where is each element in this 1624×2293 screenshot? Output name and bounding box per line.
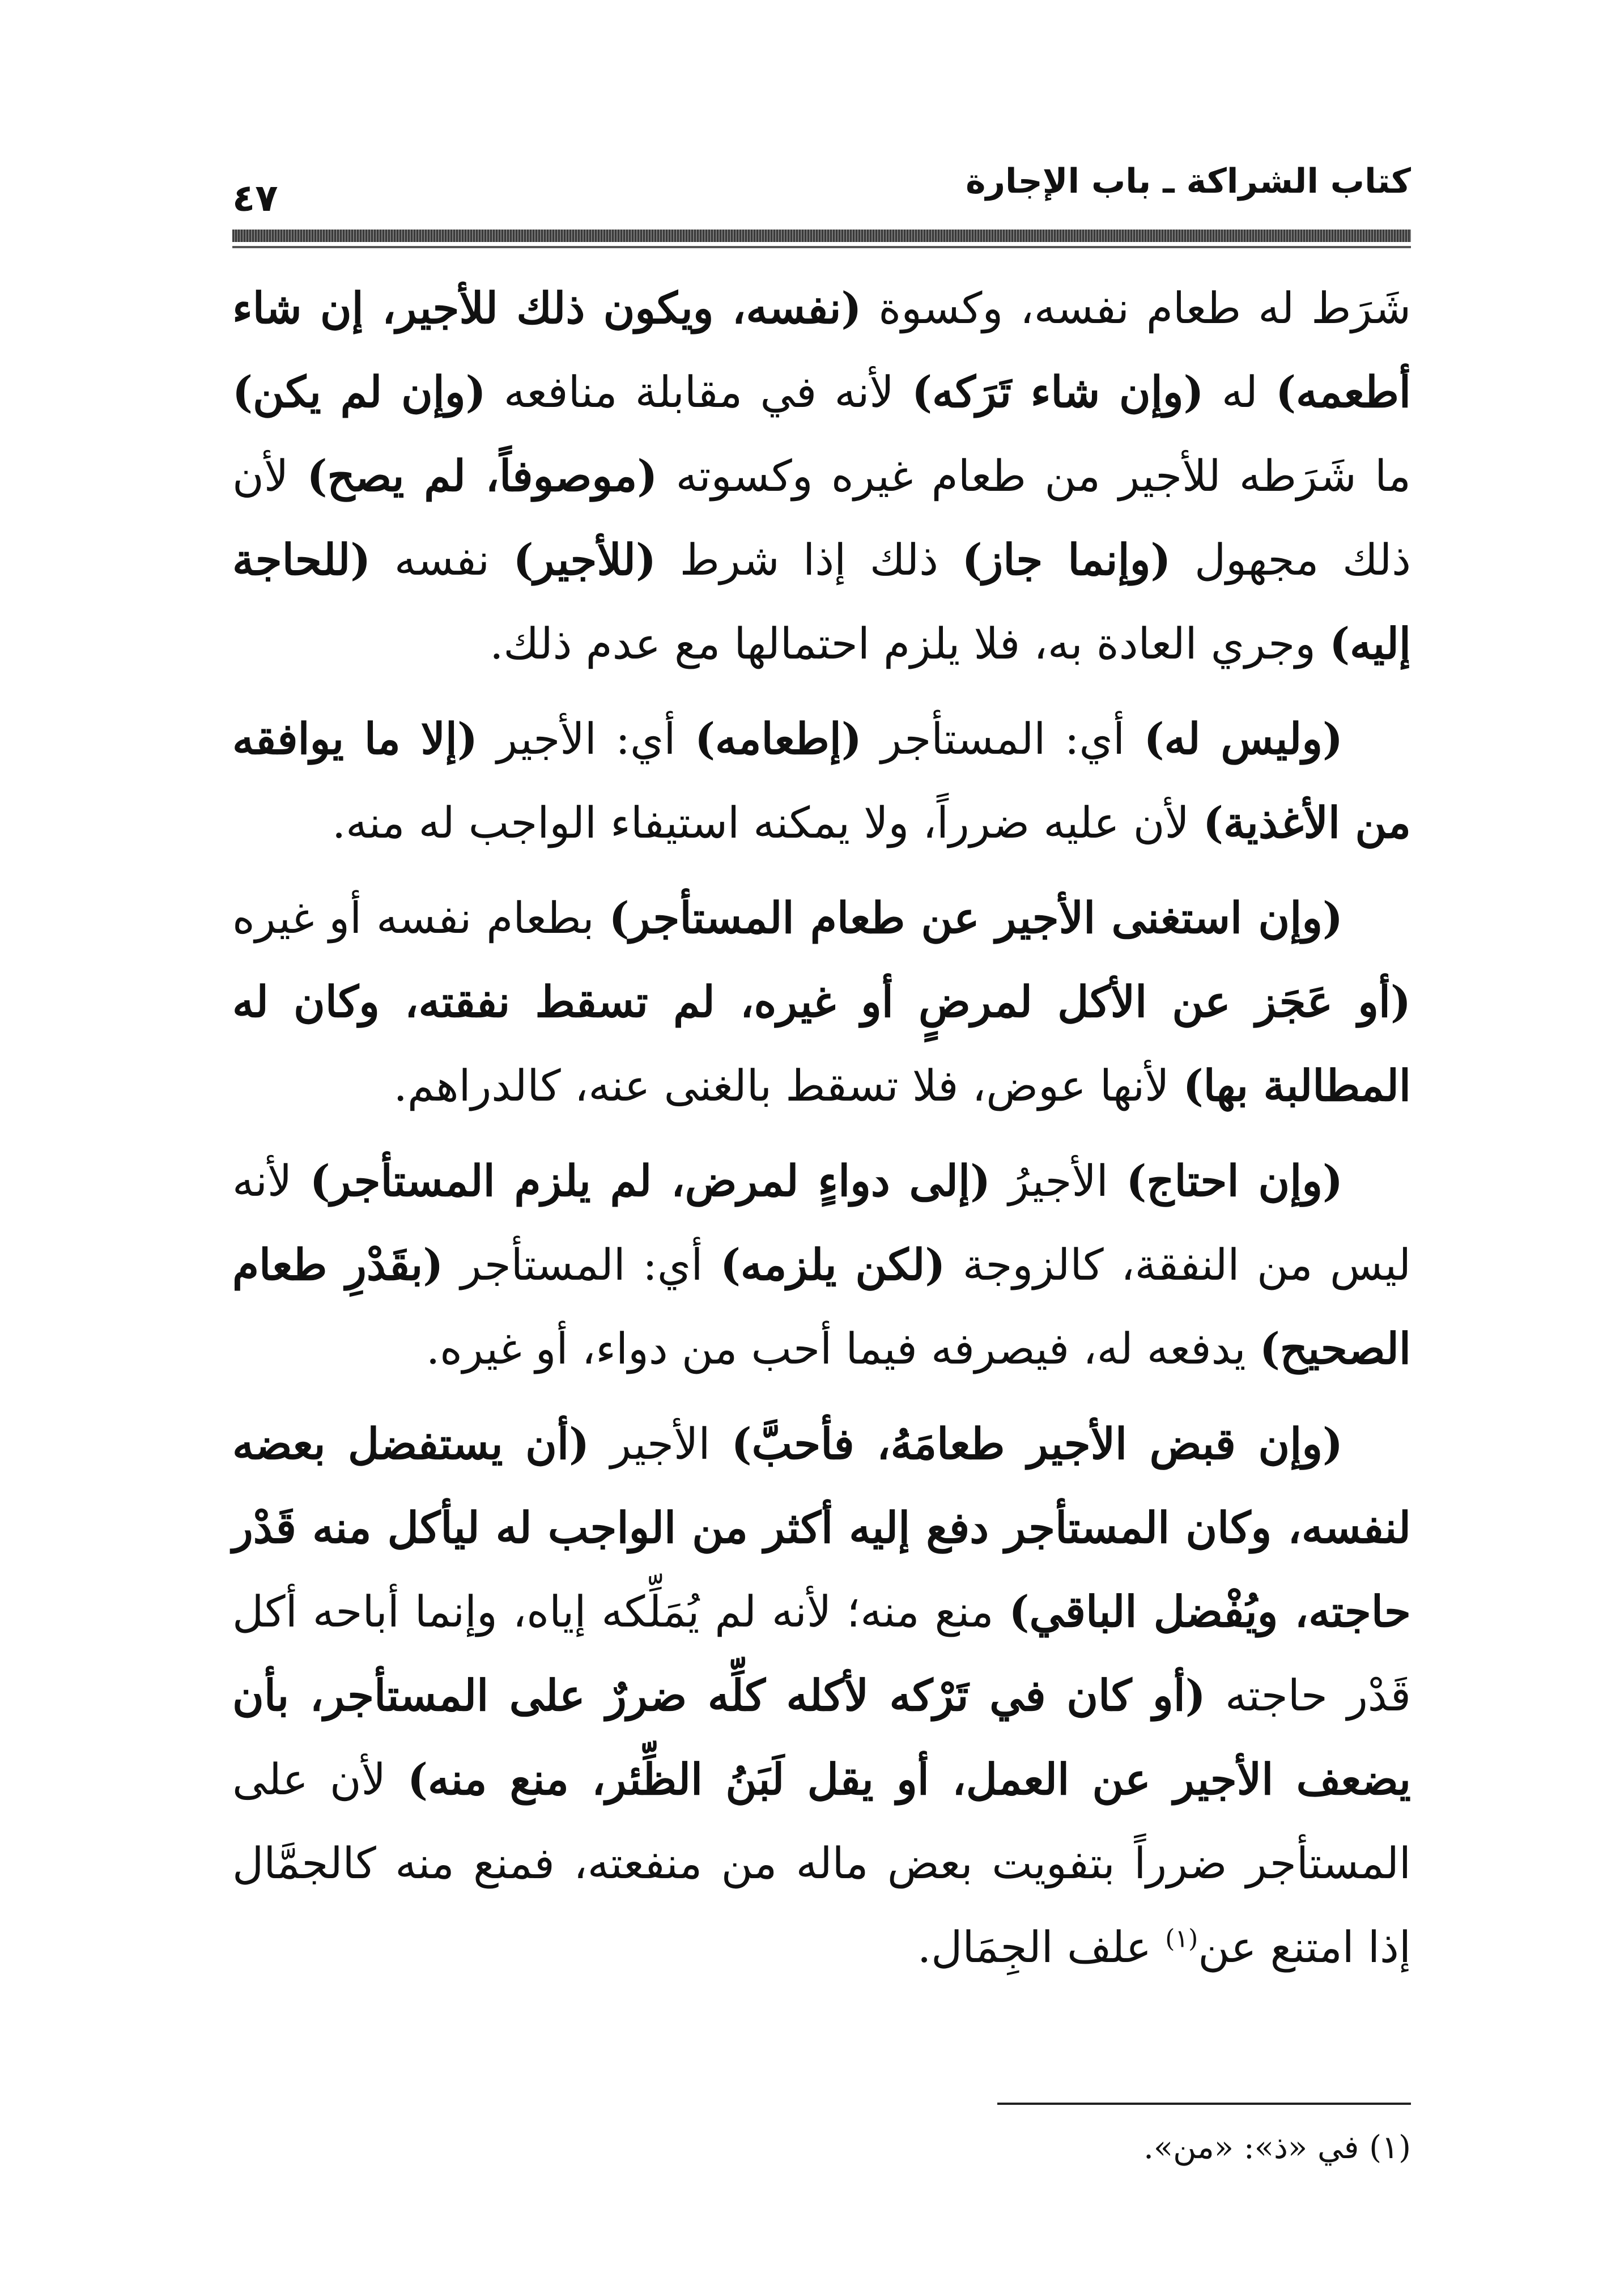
- sharh-text: له: [1204, 367, 1276, 417]
- matn-text: (وإن قبض الأجير طعامَهُ، فأحبَّ): [731, 1419, 1343, 1469]
- paragraph: [232, 1402, 1411, 1989]
- page-number: ٤٧: [232, 176, 278, 220]
- footnote-rule: [997, 2103, 1411, 2105]
- sharh-text: لأن على المستأجر ضرراً بتفويت بعض ماله من منفعته، فمنع منه كالجمَّال إذا امتنع عن: [232, 1754, 1411, 1972]
- matn-text: (وإن شاء تَرَكه): [912, 367, 1204, 417]
- matn-text: (وإن لم يكن): [232, 367, 486, 417]
- sharh-text: وجري العادة به، فلا يلزم احتمالها مع عدم ذلك.: [490, 618, 1330, 669]
- matn-text: (لكن يلزمه): [720, 1239, 946, 1290]
- matn-text: (وليس له): [1143, 714, 1343, 764]
- matn-text: (إلا ما يوافقه من الأغذية): [232, 714, 1411, 848]
- header-rule: [232, 230, 1411, 242]
- sharh-text: لأن ذلك مجهول: [232, 451, 1412, 585]
- matn-text: (موصوفاً، لم يصح): [307, 451, 658, 501]
- sharh-text: أي: المستأجر: [861, 714, 1144, 764]
- sharh-text: يدفعه له، فيصرفه فيما أحب من دواء، أو غيره.: [426, 1323, 1260, 1374]
- header-rule-thin: [232, 246, 1411, 248]
- footnote-marker: (١): [1165, 1924, 1198, 1954]
- matn-text: (أو عَجَز عن الأكل لمرضٍ أو غيره، لم تسقط نفقته، وكان له المطالبة بها): [232, 976, 1411, 1111]
- matn-text: (وإن احتاج): [1126, 1156, 1344, 1206]
- matn-text: (إلى دواءٍ لمرض، لم يلزم المستأجر): [309, 1156, 991, 1206]
- matn-text: (نفسه، ويكون ذلك للأجير، إن شاء أطعمه): [232, 283, 1412, 417]
- matn-text: (أو كان في تَرْكه لأكله كلِّه ضررٌ على المستأجر، بأن يضعف الأجير عن العمل، أو يقل لَبَنُ الظِّئر، منع منه): [232, 1670, 1412, 1804]
- matn-text: (وإن استغنى الأجير عن طعام المستأجر): [609, 893, 1343, 943]
- sharh-text: لأنه في مقابلة منافعه: [486, 367, 912, 417]
- sharh-text: أي: المستأجر: [443, 1239, 720, 1290]
- page-header: [232, 153, 1411, 227]
- sharh-text: لأنها عوض، فلا تسقط بالغنى عنه، كالدراهم.: [393, 1060, 1183, 1111]
- footnote: (١) في «ذ»: «من».: [1143, 2129, 1411, 2166]
- sharh-text: لأن عليه ضرراً، ولا يمكنه استيفاء الواجب له منه.: [331, 797, 1204, 848]
- paragraph: [232, 266, 1411, 686]
- sharh-text: ذلك إذا شرط: [656, 534, 962, 585]
- paragraph: [232, 876, 1411, 1128]
- sharh-text: الأجيرُ: [990, 1156, 1126, 1206]
- paragraph: [232, 1139, 1411, 1391]
- matn-text: (وإنما جاز): [962, 534, 1171, 585]
- sharh-text: بطعام نفسه أو غيره: [232, 893, 609, 943]
- sharh-text: منع منه؛ لأنه لم يُمَلِّكه إياه، وإنما أباحه أكل قَدْر حاجته: [232, 1586, 1412, 1721]
- sharh-text: أي: الأجير: [477, 714, 695, 764]
- sharh-text: نفسه: [371, 534, 513, 585]
- sharh-text: لأنه ليس من النفقة، كالزوجة: [232, 1156, 1411, 1290]
- paragraph: [232, 697, 1411, 865]
- sharh-text: علف الجِمَال.: [917, 1922, 1166, 1972]
- sharh-text: الأجير: [589, 1419, 732, 1469]
- matn-text: (أن يستفضل بعضه لنفسه، وكان المستأجر دفع إليه أكثر من الواجب له ليأكل منه قَدْر حاجته، ويُفْضل الباقي): [232, 1419, 1411, 1637]
- matn-text: (إطعامه): [695, 714, 862, 764]
- sharh-text: ما شَرَطه للأجير من طعام غيره وكسوته: [657, 451, 1411, 501]
- matn-text: (للأجير): [513, 534, 656, 585]
- body-text: [232, 266, 1411, 2001]
- matn-text: (للحاجة إليه): [232, 534, 1411, 669]
- sharh-text: شَرَط له طعام نفسه، وكسوة: [861, 283, 1411, 333]
- matn-text: (بقَدْرِ طعام الصحيح): [232, 1239, 1411, 1374]
- running-title: كتاب الشراكة ـ باب الإجارة: [966, 162, 1411, 201]
